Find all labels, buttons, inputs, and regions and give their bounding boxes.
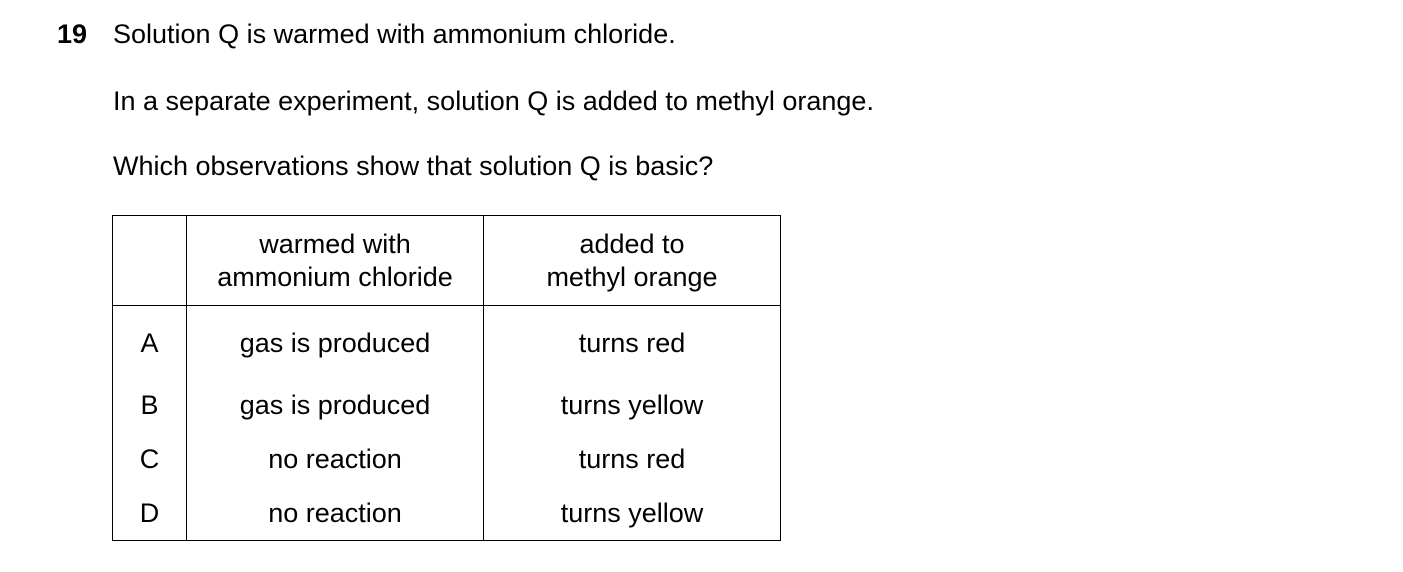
options-table xyxy=(112,215,781,541)
option-methyl-orange-observation: turns yellow xyxy=(484,486,781,541)
header-warmed-line1: warmed with xyxy=(259,228,411,259)
question-statement-2: In a separate experiment, solution Q is added to methyl orange. xyxy=(113,86,874,116)
option-methyl-orange-observation: turns yellow xyxy=(484,378,781,432)
header-methyl-line1: added to xyxy=(579,228,685,259)
option-warmed-observation: gas is produced xyxy=(187,306,484,379)
option-methyl-orange-observation: turns red xyxy=(484,432,781,486)
option-row-b[interactable] xyxy=(113,378,781,432)
option-letter: D xyxy=(113,486,187,541)
option-warmed-observation: no reaction xyxy=(187,486,484,541)
option-methyl-orange-observation: turns red xyxy=(484,306,781,379)
option-letter: C xyxy=(113,432,187,486)
question-statement-1: Solution Q is warmed with ammonium chloride. xyxy=(113,19,676,49)
header-added-to-methyl-orange xyxy=(484,216,781,306)
option-row-d[interactable] xyxy=(113,486,781,541)
option-warmed-observation: no reaction xyxy=(187,432,484,486)
header-warmed-line2: ammonium chloride xyxy=(217,261,453,292)
option-row-c[interactable] xyxy=(113,432,781,486)
header-letter-cell xyxy=(113,216,187,306)
header-warmed-with-ammonium-chloride xyxy=(187,216,484,306)
option-row-a[interactable] xyxy=(113,306,781,379)
option-letter: B xyxy=(113,378,187,432)
header-methyl-line2: methyl orange xyxy=(546,261,718,292)
question-prompt: Which observations show that solution Q is basic? xyxy=(113,151,714,181)
option-warmed-observation: gas is produced xyxy=(187,378,484,432)
table-header-row xyxy=(113,216,781,306)
option-letter: A xyxy=(113,306,187,379)
question-number: 19 xyxy=(57,19,88,49)
